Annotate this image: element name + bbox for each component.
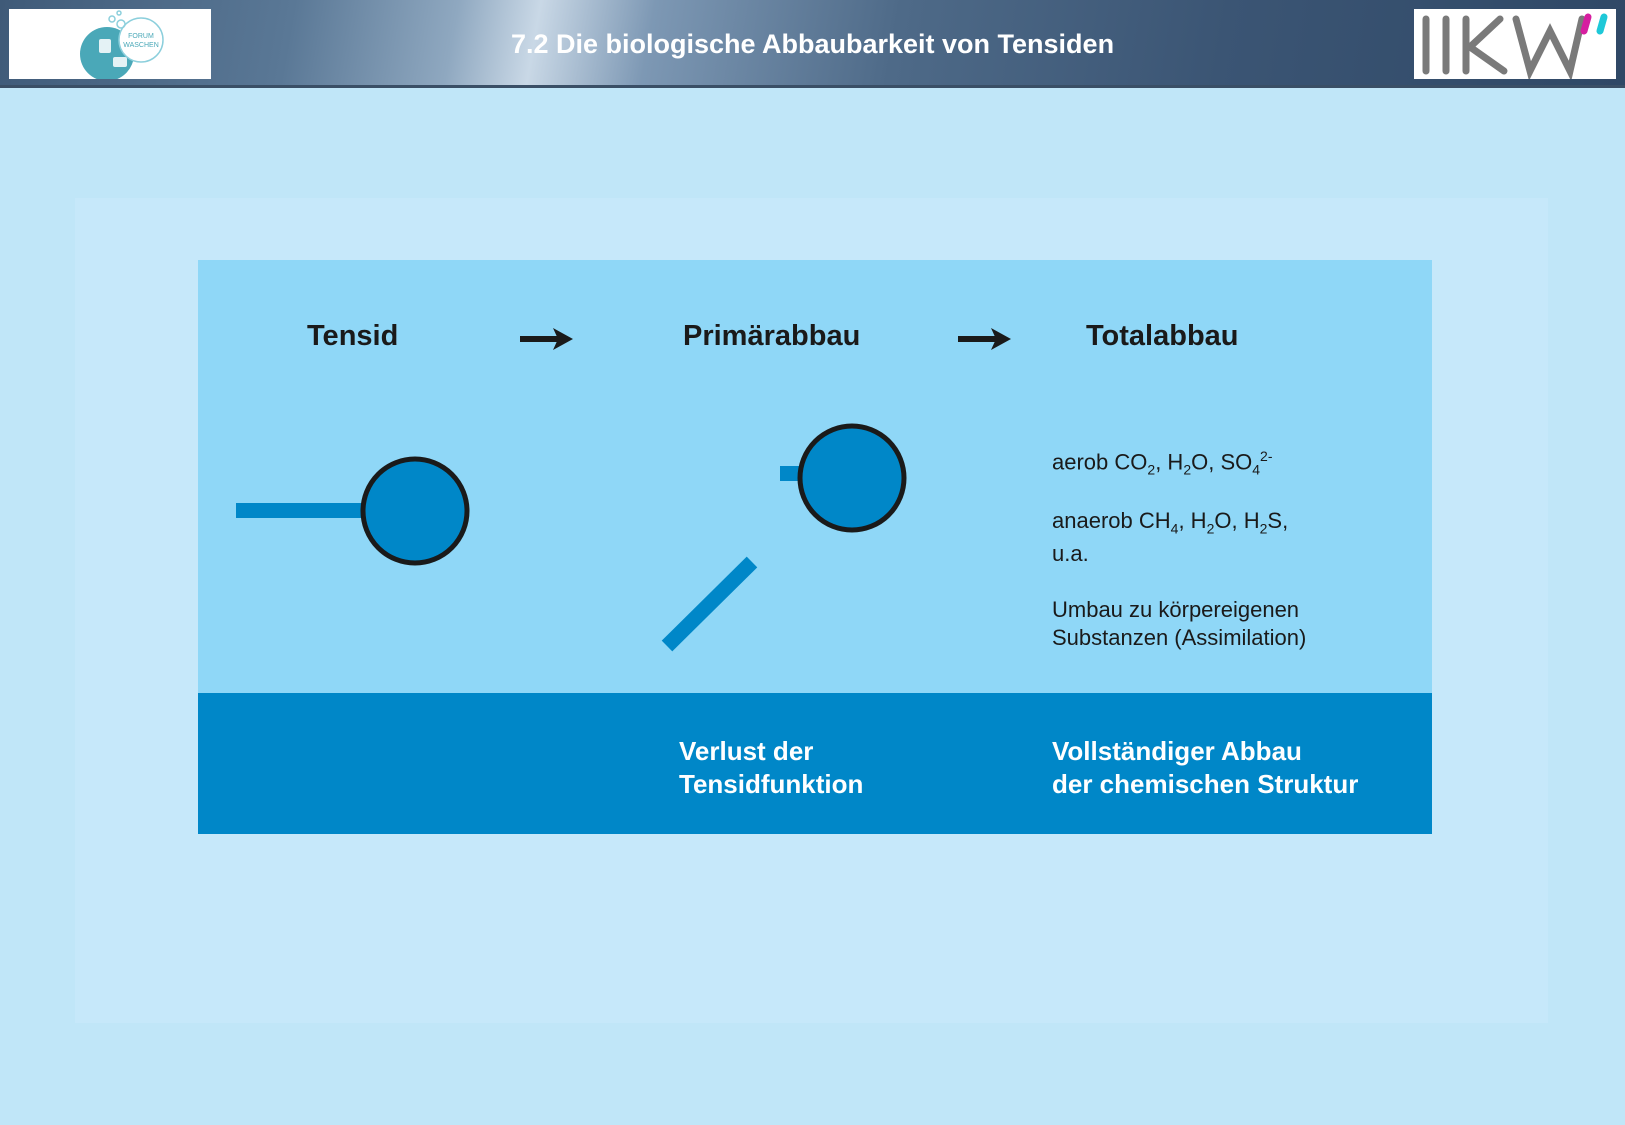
svg-text:WASCHEN: WASCHEN xyxy=(123,42,159,49)
totalabbau-result-line-1: Vollständiger Abbau xyxy=(1052,736,1302,766)
aerob-products: aerob $CO_2$, $H_2O$, $SO_4^{2-}$ xyxy=(1052,448,1273,478)
hydrophilic-head xyxy=(363,459,467,563)
page-title: 7.2 Die biologische Abbaubarkeit von Tensiden xyxy=(510,29,1115,59)
assimilation-line-2: Substanzen (Assimilation) xyxy=(1052,625,1307,650)
step-label-totalabbau: Totalabbau xyxy=(1086,320,1239,352)
primaerabbau-result-line-2: Tensidfunktion xyxy=(679,769,864,799)
totalabbau-result xyxy=(1052,735,1358,801)
step-label-primaerabbau: Primärabbau xyxy=(683,320,861,352)
anaerob-products-continued: u.a. xyxy=(1052,541,1089,566)
hydrophobic-tail xyxy=(236,503,366,518)
split-molecule-icon xyxy=(667,426,904,646)
anaerob-products: anaerob $CH_4$, $H_2O$, $H_2S$, xyxy=(1052,508,1289,537)
arrow-right-icon xyxy=(520,328,573,350)
separated-head xyxy=(800,426,904,530)
assimilation-line-1: Umbau zu körpereigenen xyxy=(1052,597,1300,622)
totalabbau-result-line-2: der chemischen Struktur xyxy=(1052,769,1359,799)
primaerabbau-result xyxy=(679,735,863,801)
primaerabbau-result-line-1: Verlust der xyxy=(679,736,814,766)
arrow-right-icon xyxy=(958,328,1011,350)
separated-tail xyxy=(667,562,752,646)
svg-text:FORUM: FORUM xyxy=(128,33,154,40)
step-label-tensid: Tensid xyxy=(307,320,399,352)
surfactant-molecule-icon xyxy=(236,459,467,563)
